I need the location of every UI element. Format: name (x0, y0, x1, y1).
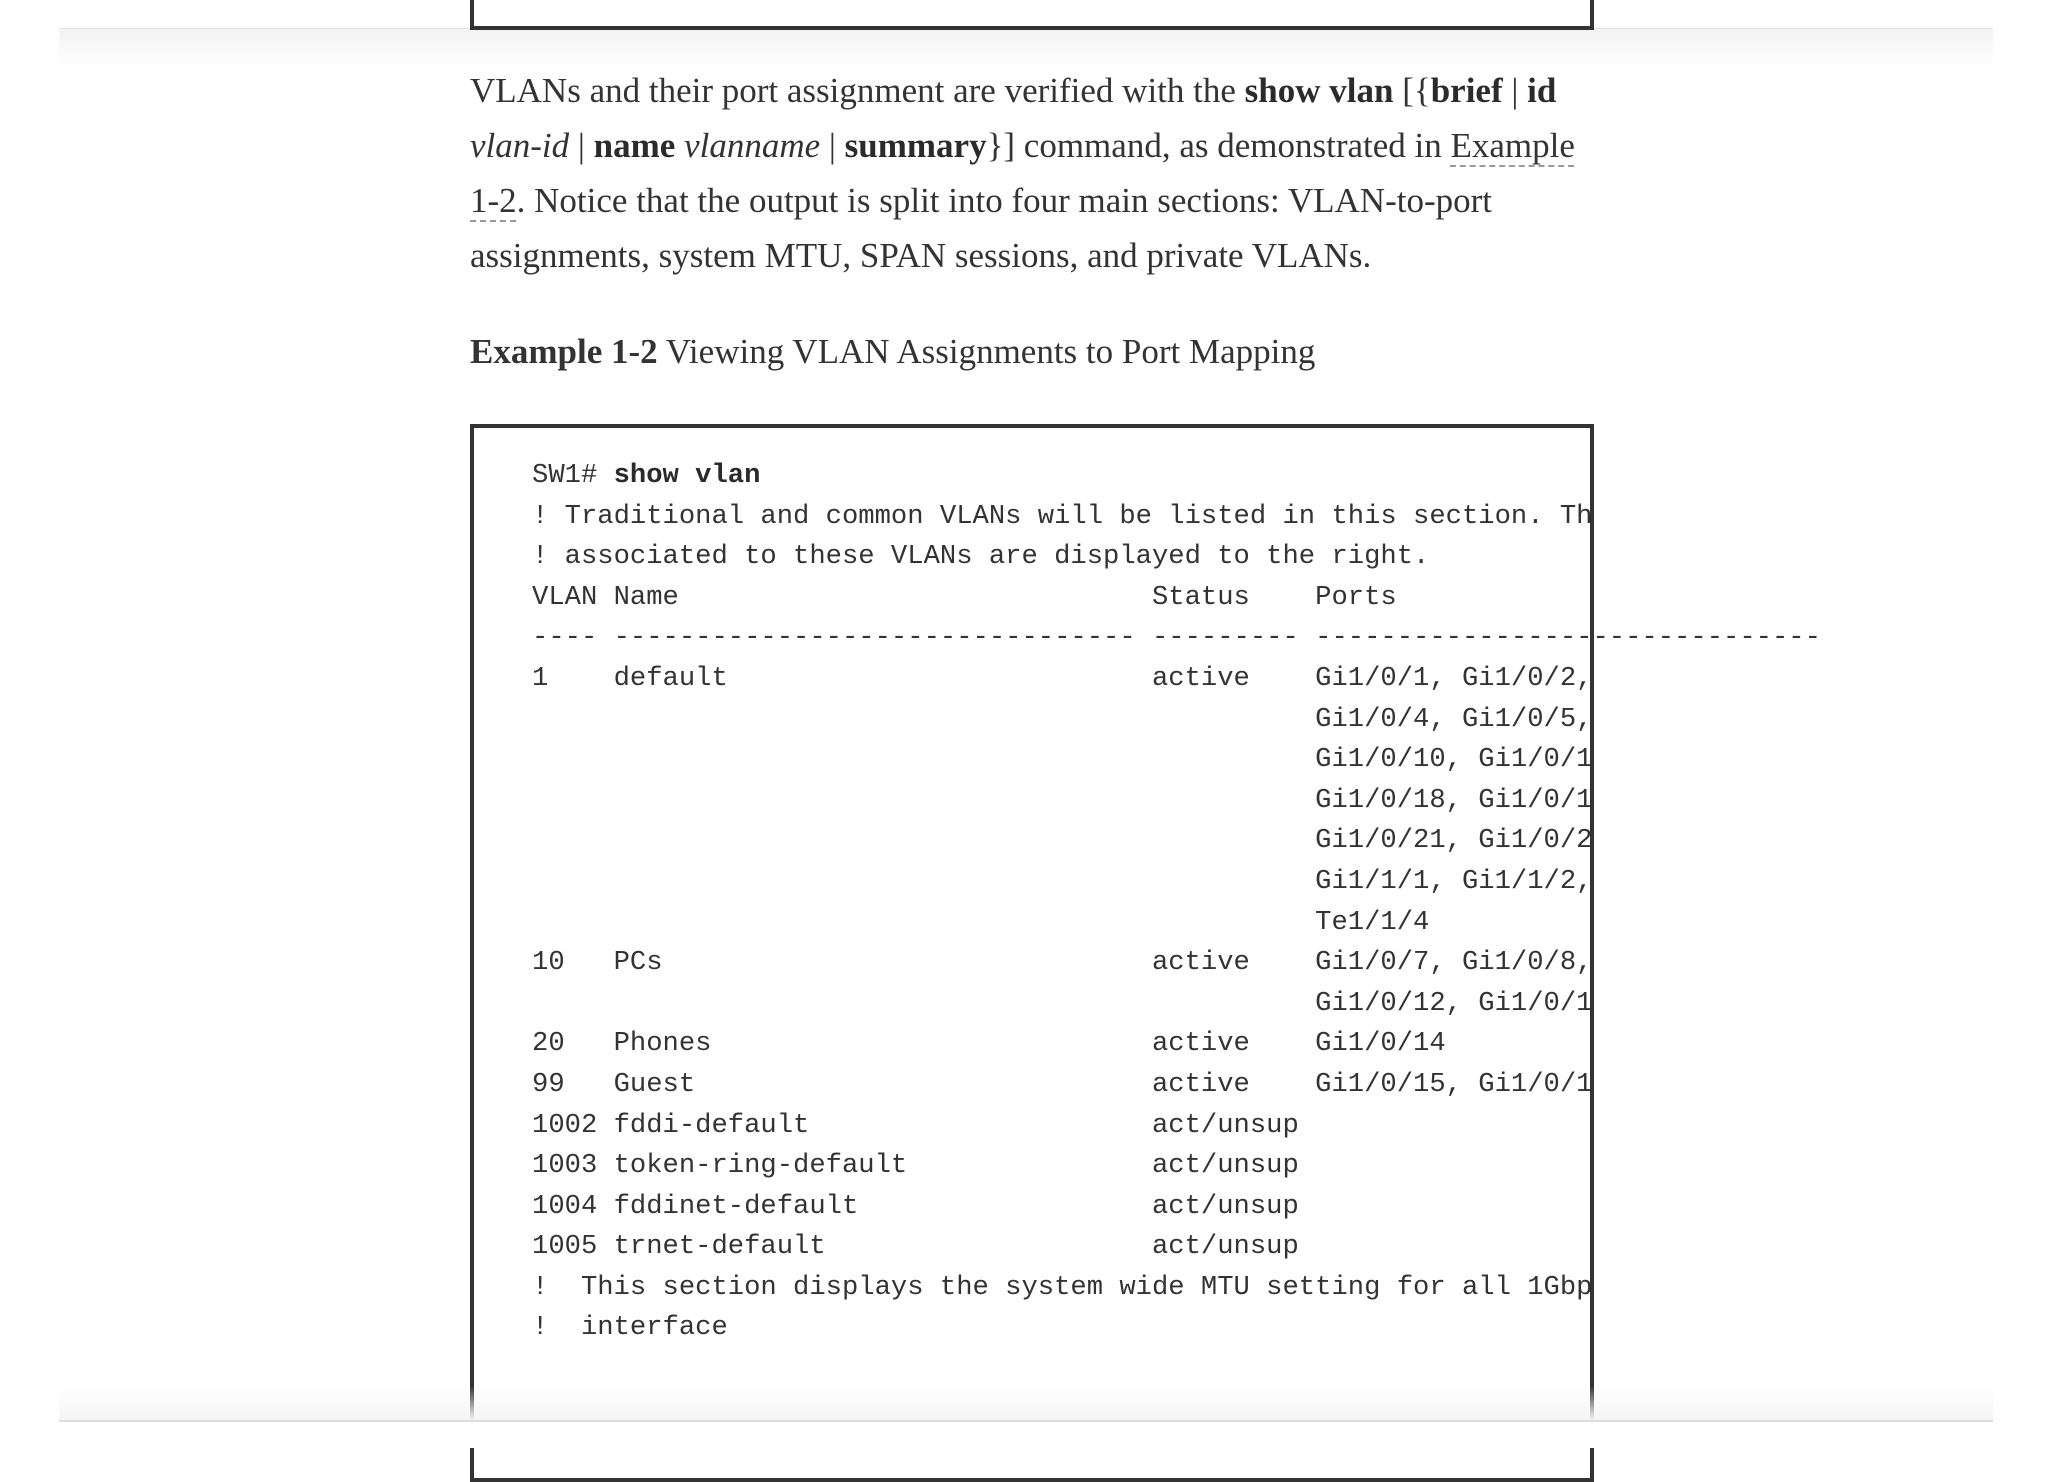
code-line: ---- -------------------------------- --------- ------------------------------- (532, 622, 1821, 654)
code-line: 1005 trnet-default act/unsup (532, 1231, 1299, 1263)
cli-command: show vlan (613, 460, 761, 491)
paragraph-text: VLANs and their port assignment are verified with the (470, 71, 1245, 110)
code-line: 1002 fddi-default act/unsup (532, 1109, 1299, 1141)
code-line: 99 Guest active Gi1/0/15, Gi1/0/1 (532, 1068, 1593, 1100)
command-argument: vlan-id (470, 126, 570, 165)
code-line: ! This section displays the system wide MTU setting for all 1Gbp (532, 1271, 1593, 1303)
code-line: Gi1/0/12, Gi1/0/1 (532, 987, 1593, 1019)
caption-title: Viewing VLAN Assignments to Port Mapping (657, 332, 1316, 371)
code-line: 1 default active Gi1/0/1, Gi1/0/2, (532, 662, 1593, 694)
code-line: Gi1/0/10, Gi1/0/1 (532, 744, 1593, 776)
command-argument: vlanname (684, 126, 821, 165)
code-line: ! Traditional and common VLANs will be listed in this section. Th (532, 500, 1593, 532)
paragraph-text: | (1502, 71, 1528, 110)
cli-prompt: SW1# (532, 460, 614, 491)
command-keyword: name (593, 126, 676, 165)
example-caption (470, 324, 1315, 379)
previous-code-box (470, 0, 1594, 30)
command-keyword: id (1527, 71, 1557, 110)
code-line: 1003 token-ring-default act/unsup (532, 1150, 1299, 1182)
code-line: ! interface (532, 1312, 728, 1344)
code-line: Gi1/1/1, Gi1/1/2, (532, 865, 1593, 897)
code-listing-box (470, 424, 1821, 1482)
code-prompt-line (532, 456, 1821, 497)
caption-label: Example 1-2 (470, 332, 658, 371)
code-line: 10 PCs active Gi1/0/7, Gi1/0/8, (532, 947, 1593, 979)
code-line: Gi1/0/4, Gi1/0/5, (532, 703, 1593, 735)
paragraph-text: }] command, as demonstrated in (986, 126, 1451, 165)
code-line: ! associated to these VLANs are displayed to the right. (532, 541, 1430, 573)
code-line: Gi1/0/21, Gi1/0/2 (532, 825, 1593, 857)
code-listing (532, 456, 1821, 1349)
command-keyword: show vlan (1244, 71, 1394, 110)
paragraph-text: | (820, 126, 845, 165)
code-line: Gi1/0/18, Gi1/0/1 (532, 784, 1593, 816)
body-paragraph (470, 63, 1590, 283)
command-keyword: summary (844, 126, 987, 165)
bottom-margin (0, 1422, 2048, 1448)
code-line: Te1/1/4 (532, 906, 1430, 938)
paragraph-text (675, 126, 684, 165)
example-cross-reference-link[interactable]: Example 1-2 (470, 126, 1575, 220)
paragraph-text: . Notice that the output is split into four main sections: VLAN-to-port assignments, system MTU, SPAN sessions, and private VLANs. (470, 181, 1492, 275)
paragraph-text: | (569, 126, 594, 165)
code-line: VLAN Name Status Ports (532, 581, 1397, 613)
code-line: 20 Phones active Gi1/0/14 (532, 1028, 1446, 1060)
code-line: 1004 fddinet-default act/unsup (532, 1190, 1299, 1222)
paragraph-text: [{ (1393, 71, 1431, 110)
bottom-shadow (59, 1386, 1993, 1420)
command-keyword: brief (1430, 71, 1503, 110)
